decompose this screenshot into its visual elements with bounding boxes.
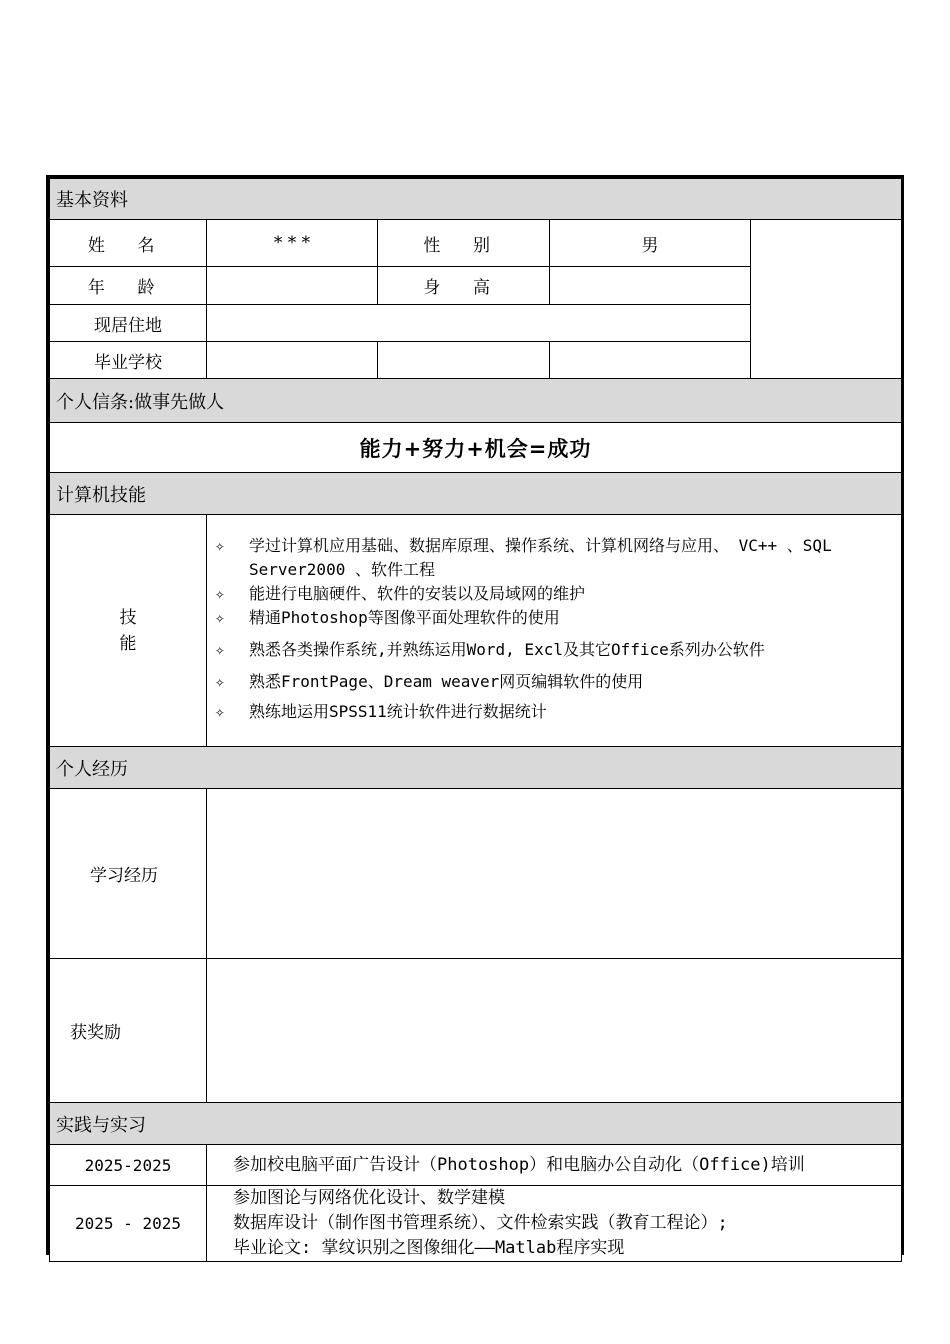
awards-label: 获奖励 <box>50 959 207 1103</box>
skill-text: 熟练地运用SPSS11统计软件进行数据统计 <box>249 701 547 721</box>
practice-line: 毕业论文: 掌纹识别之图像细化——Matlab程序实现 <box>233 1238 625 1258</box>
education-content <box>207 789 902 959</box>
skill-item <box>215 582 897 606</box>
address-label: 现居住地 <box>50 305 207 342</box>
resume-table <box>49 178 902 1262</box>
school-label: 毕业学校 <box>50 342 207 379</box>
height-value <box>550 267 751 305</box>
skills-content <box>207 515 902 747</box>
skills-header: 计算机技能 <box>50 473 902 515</box>
bullet-diamond-icon: ✧ <box>215 701 225 721</box>
bullet-diamond-icon: ✧ <box>215 639 225 659</box>
name-label: 姓 名 <box>50 220 207 267</box>
bullet-diamond-icon: ✧ <box>215 583 225 603</box>
practice-content-1 <box>207 1145 902 1186</box>
practice-line: 数据库设计（制作图书管理系统）、文件检索实践（教育工程论）; <box>233 1213 728 1233</box>
skill-text: 熟悉各类操作系统,并熟练运用Word, Excl及其它Office系列办公软件 <box>249 639 765 659</box>
skills-label: 技 能 <box>50 515 207 747</box>
skill-text: 能进行电脑硬件、软件的安装以及局域网的维护 <box>249 583 586 603</box>
skill-item <box>215 534 897 582</box>
practice-year-2: 2025 - 2025 <box>50 1186 207 1262</box>
gender-value: 男 <box>550 220 751 267</box>
bullet-diamond-icon: ✧ <box>215 607 225 627</box>
gender-label: 性 别 <box>378 220 550 267</box>
resume-sheet <box>46 175 904 1258</box>
practice-year-1: 2025-2025 <box>50 1145 207 1186</box>
basic-info-header: 基本资料 <box>50 179 902 220</box>
skill-text: 学过计算机应用基础、数据库原理、操作系统、计算机网络与应用、 VC++ 、SQL Server2000 、软件工程 <box>249 535 832 579</box>
awards-content <box>207 959 902 1103</box>
age-value <box>207 267 378 305</box>
bullet-diamond-icon: ✧ <box>215 535 225 555</box>
skill-text: 精通Photoshop等图像平面处理软件的使用 <box>249 607 560 627</box>
education-label: 学习经历 <box>50 789 207 959</box>
name-value: * * * <box>207 220 378 267</box>
motto-text: 能力+努力+机会=成功 <box>50 423 902 473</box>
skills-list <box>207 526 901 736</box>
photo-box <box>751 220 902 379</box>
school-extra-1 <box>378 342 550 379</box>
skill-item <box>215 638 897 662</box>
motto-header: 个人信条:做事先做人 <box>50 379 902 423</box>
bullet-diamond-icon: ✧ <box>215 671 225 691</box>
address-value <box>207 305 751 342</box>
school-value <box>207 342 378 379</box>
height-label: 身 高 <box>378 267 550 305</box>
practice-line: 参加校电脑平面广告设计（Photoshop）和电脑办公自动化（Office)培训 <box>233 1154 805 1175</box>
practice-content-2 <box>207 1186 902 1262</box>
experience-header: 个人经历 <box>50 747 902 789</box>
age-label: 年 龄 <box>50 267 207 305</box>
school-extra-2 <box>550 342 751 379</box>
practice-line: 参加图论与网络优化设计、数学建模 <box>233 1188 505 1208</box>
practice-header: 实践与实习 <box>50 1103 902 1145</box>
skill-item <box>215 670 897 694</box>
skill-text: 熟悉FrontPage、Dream weaver网页编辑软件的使用 <box>249 671 644 691</box>
skill-item <box>215 606 897 630</box>
skill-item <box>215 700 897 724</box>
